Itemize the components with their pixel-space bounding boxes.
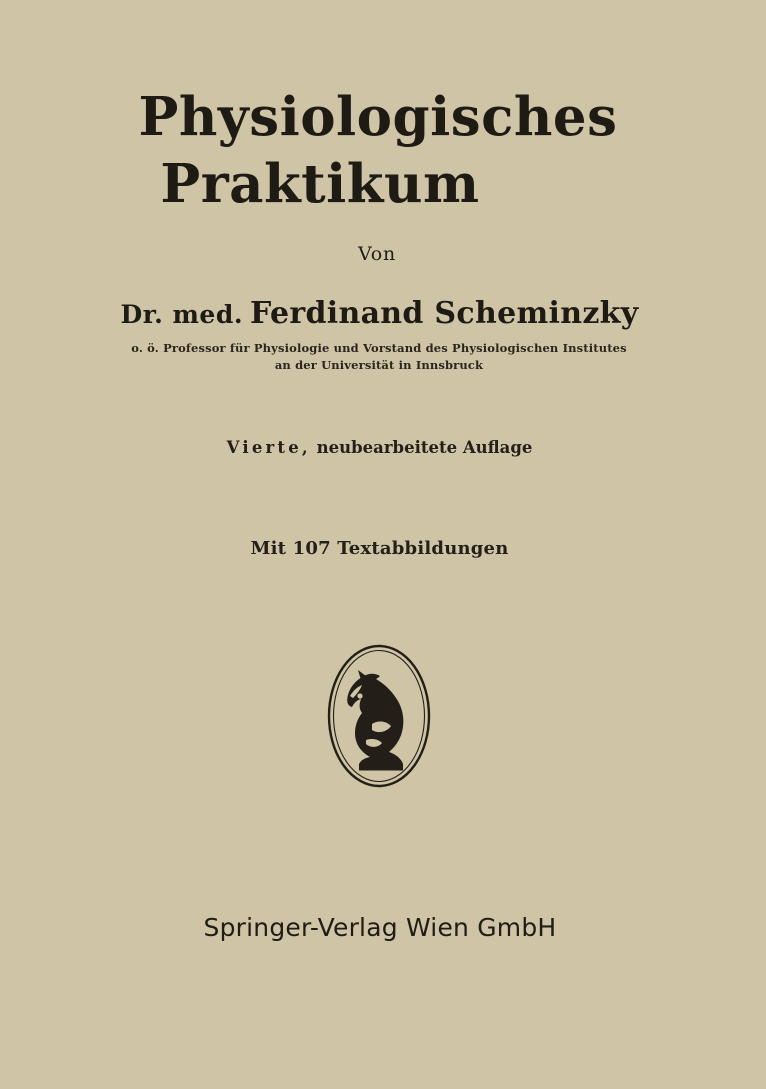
author-degree: Dr. med. [120, 300, 244, 329]
author-affiliation [0, 340, 766, 373]
affiliation-line-2: an der Universität in Innsbruck [274, 357, 484, 372]
title-line-1: Physiologisches [138, 86, 618, 148]
affiliation-line-1: o. ö. Professor für Physiologie und Vorstand des Physiologischen Institutes [131, 341, 627, 355]
edition-emphasis: Vierte, [226, 438, 311, 457]
edition-statement [0, 438, 766, 457]
by-label: Von [357, 243, 397, 265]
illustrations-note: Mit 107 Textabbildungen [250, 538, 509, 559]
springer-knight-chess-logo [320, 640, 438, 792]
author-name: Ferdinand Scheminzky [250, 296, 639, 331]
book-title [0, 86, 766, 215]
title-line-2: Praktikum [160, 152, 480, 215]
author-line [0, 296, 766, 331]
edition-rest: neubearbeitete Auflage [310, 438, 533, 457]
publisher-name: Springer-Verlag Wien GmbH [203, 913, 557, 942]
